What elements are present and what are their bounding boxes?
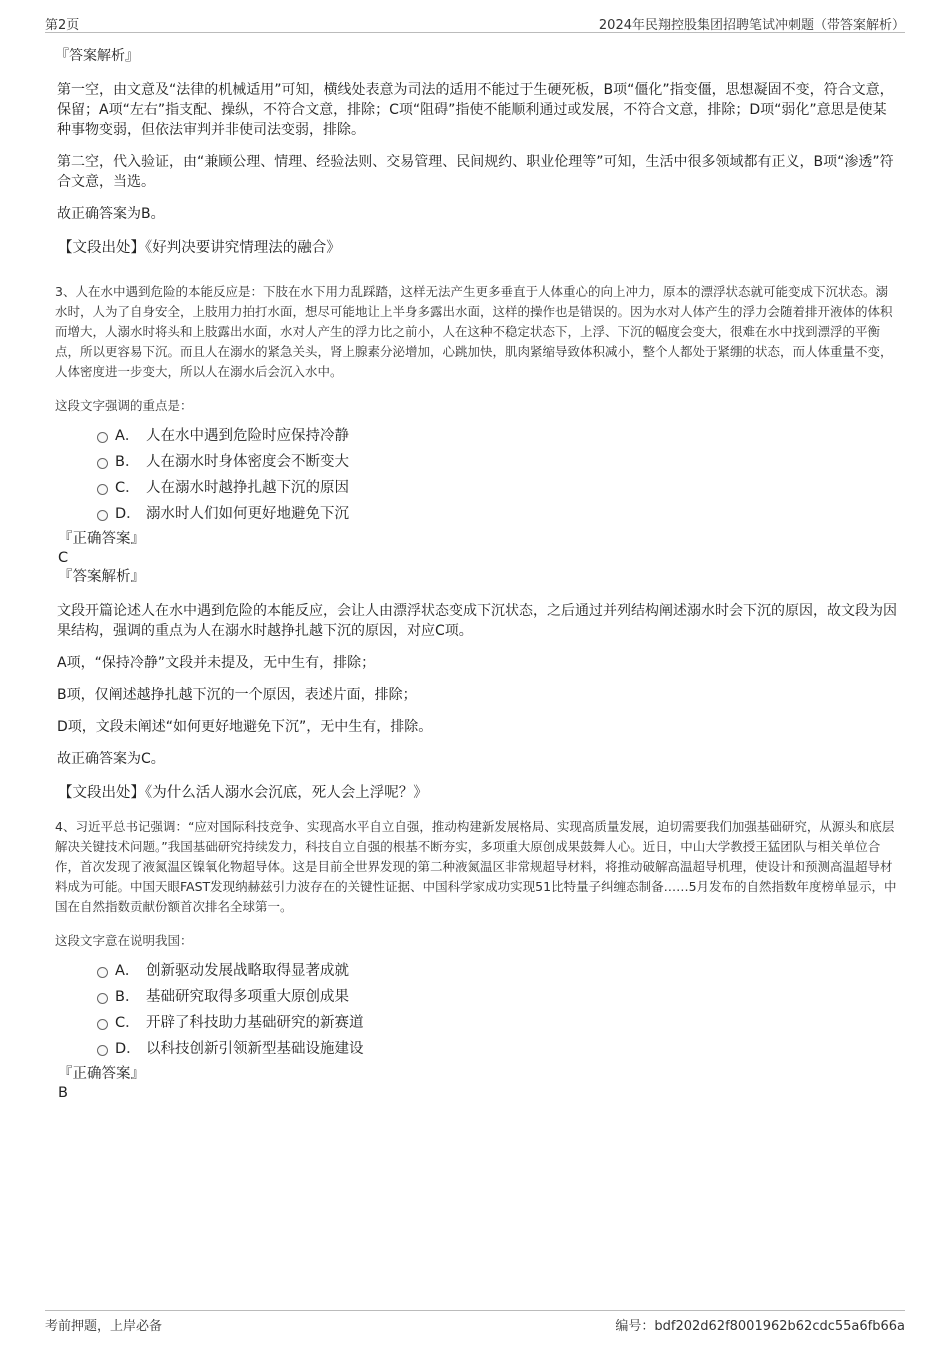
- q4-prompt: 这段文字意在说明我国：: [55, 933, 193, 948]
- q4-stem: 4、习近平总书记强调：“应对国际科技竞争、实现高水平自立自强，推动构建新发展格局、实现高质量发展，迫切需要我们加强基础研究，从源头和底层解决关键技术问题。”我国基础研究持续发力，科技自立自强的根基不断夯实，多项重大原创成果鼓舞人心。近日，中山大学教授王猛团队与相关单位合作，首次发现了液氮温区镍氧化物超导体。这是目前全世界发现的第二种液氮温区非常规超导材料，将推动破解高温超导机理，使设计和预测高温超导材料成为可能。中国天眼FAST发现纳赫兹引力波存在的关键性证据、中国科学家成功实现51比特量子纠缠态制备……5月发布的自然指数年度榜单显示，中国在自然指数贡献份额首次排名全球第一。: [55, 819, 897, 914]
- option-text: 人在水中遇到危险时应保持冷静: [146, 428, 349, 444]
- option-letter: B．: [115, 454, 140, 470]
- q2-source: 【文段出处】《好判决要讲究情理法的融合》: [58, 240, 341, 256]
- radio-button-icon[interactable]: [97, 993, 108, 1004]
- q4-answer-label: 『正确答案』: [58, 1066, 145, 1082]
- q3-source: 【文段出处】《为什么活人溺水会沉底，死人会上浮呢？》: [58, 785, 428, 801]
- q2-conclusion: 故正确答案为B。: [57, 206, 165, 222]
- option-letter: A．: [115, 963, 140, 979]
- radio-button-icon[interactable]: [97, 458, 108, 469]
- q4-option-d[interactable]: [55, 1039, 900, 1065]
- q4-options: [55, 961, 900, 1065]
- option-text: 以科技创新引领新型基础设施建设: [146, 1041, 364, 1057]
- q3-answer: C: [58, 550, 69, 566]
- q3-analysis-option-d: D项，文段未阐述“如何更好地避免下沉”，无中生有，排除。: [57, 719, 433, 735]
- radio-button-icon[interactable]: [97, 432, 108, 443]
- q3-analysis-main: 文段开篇论述人在水中遇到危险的本能反应，会让人由漂浮状态变成下沉状态，之后通过并列结构阐述溺水时会下沉的原因，故文段为因果结构，强调的重点为人在溺水时越挣扎越下沉的原因，对应C项。: [57, 603, 897, 639]
- q2-analysis-first-blank: 第一空，由文意及“法律的机械适用”可知，横线处表意为司法的适用不能过于生硬死板，B项“僵化”指变僵，思想凝固不变，符合文意，保留；A项“左右”指支配、操纵，不符合文意，排除；C项“阻碍”指使不能顺利通过或发展，不符合文意，排除；D项“弱化”意思是使某种事物变弱，但依法审判并非使司法变弱，排除。: [57, 82, 894, 138]
- q3-analysis-option-a: A项，“保持冷静”文段并未提及，无中生有，排除；: [57, 655, 376, 671]
- footer-slogan: 考前押题，上岸必备: [45, 1319, 163, 1334]
- q3-analysis-label: 『答案解析』: [58, 569, 145, 585]
- q4-option-c[interactable]: [55, 1013, 900, 1039]
- page-number: 第2页: [45, 18, 80, 33]
- q3-answer-label: 『正确答案』: [58, 531, 145, 547]
- option-letter: B．: [115, 989, 140, 1005]
- option-text: 人在溺水时越挣扎越下沉的原因: [146, 480, 349, 496]
- q4-option-b[interactable]: [55, 987, 900, 1013]
- document-id: 编号：bdf202d62f8001962b62cdc55a6fb66a: [615, 1319, 905, 1334]
- radio-button-icon[interactable]: [97, 1045, 108, 1056]
- document-body: [55, 44, 900, 1103]
- q3-option-c[interactable]: [55, 478, 900, 504]
- q2-analysis-label: 『答案解析』: [55, 48, 139, 64]
- radio-button-icon[interactable]: [97, 484, 108, 495]
- option-letter: C．: [115, 480, 140, 496]
- q3-option-d[interactable]: [55, 504, 900, 530]
- option-text: 人在溺水时身体密度会不断变大: [146, 454, 349, 470]
- document-title: 2024年民翔控股集团招聘笔试冲刺题（带答案解析）: [598, 18, 905, 33]
- q4-option-a[interactable]: [55, 961, 900, 987]
- radio-button-icon[interactable]: [97, 510, 108, 521]
- option-letter: C．: [115, 1015, 140, 1031]
- q3-stem: 3、人在水中遇到危险的本能反应是：下肢在水下用力乱踩踏，这样无法产生更多垂直于人体重心的向上冲力，原本的漂浮状态就可能变成下沉状态。溺水时，人为了自身安全，上肢用力拍打水面，想尽可能地让上半身多露出水面，这样的操作也是错误的。因为水对人体产生的浮力会随着排开液体的体积而增大，人溺水时将头和上肢露出水面，水对人产生的浮力比之前小，人在这种不稳定状态下，上浮、下沉的幅度会变大，很难在水中找到漂浮的平衡点，所以更容易下沉。而且人在溺水的紧急关头，肾上腺素分泌增加，心跳加快，肌肉紧缩导致体积减小，整个人都处于紧绷的状态，而人体重量不变，人体密度进一步变大，所以人在溺水后会沉入水中。: [55, 284, 893, 379]
- q4-answer: B: [58, 1085, 68, 1101]
- q3-option-a[interactable]: [55, 426, 900, 452]
- option-letter: D．: [115, 506, 141, 522]
- q3-prompt: 这段文字强调的重点是：: [55, 398, 193, 413]
- option-text: 创新驱动发展战略取得显著成就: [146, 963, 349, 979]
- q3-options: [55, 426, 900, 530]
- page-header: [45, 14, 905, 33]
- page-footer: [45, 1310, 905, 1334]
- option-text: 开辟了科技助力基础研究的新赛道: [146, 1015, 364, 1031]
- option-letter: A．: [115, 428, 140, 444]
- q3-analysis-option-b: B项，仅阐述越挣扎越下沉的一个原因，表述片面，排除；: [57, 687, 417, 703]
- option-text: 溺水时人们如何更好地避免下沉: [146, 506, 349, 522]
- option-letter: D．: [115, 1041, 141, 1057]
- q2-analysis-second-blank: 第二空，代入验证，由“兼顾公理、情理、经验法则、交易管理、民间规约、职业伦理等”可知，生活中很多领域都有正义，B项“渗透”符合文意，当选。: [57, 154, 894, 190]
- radio-button-icon[interactable]: [97, 967, 108, 978]
- option-text: 基础研究取得多项重大原创成果: [146, 989, 349, 1005]
- q3-option-b[interactable]: [55, 452, 900, 478]
- q3-conclusion: 故正确答案为C。: [57, 751, 165, 767]
- radio-button-icon[interactable]: [97, 1019, 108, 1030]
